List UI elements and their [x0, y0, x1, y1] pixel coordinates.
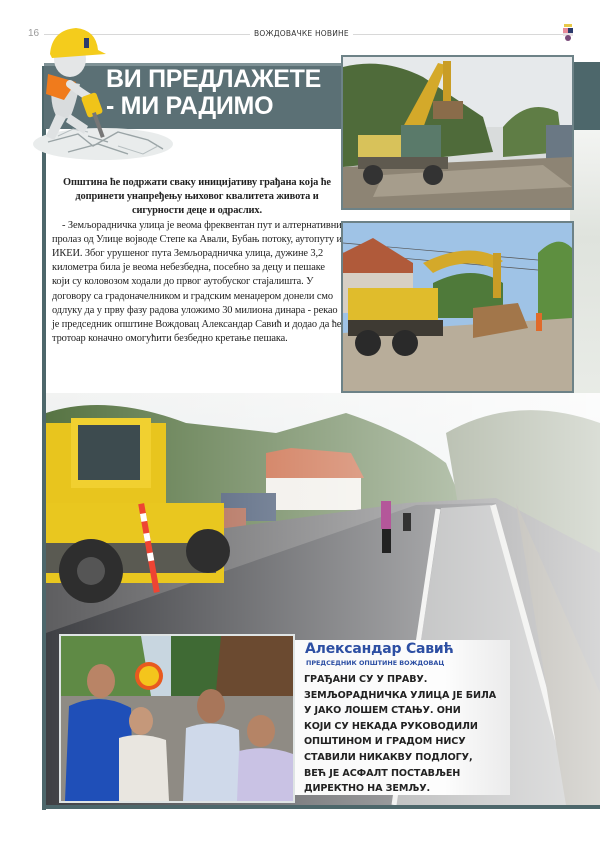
excavator-digging-photo — [341, 221, 574, 393]
quote-line: ВЕЋ ЈЕ АСФАЛТ ПОСТАВЉЕН — [304, 767, 461, 779]
construction-worker-jackhammer-icon — [18, 14, 178, 174]
article-lead: Општина ће подржати сваку иницијативу грађана која ће допринети унапређењу њиховог квалитета живота и сигурности деце и одраслих. — [63, 177, 331, 217]
quote-line: ОПШТИНОМ И ГРАДОМ НИСУ — [304, 736, 466, 748]
background-fade — [570, 130, 600, 400]
frame-right-bar — [572, 62, 600, 130]
article-body: - Земљорадничка улица је веома фреквентан пут и алтернативни пролаз од Улице војводе Степе ка Авали, Бубањ потоку, аутопуту и ИКЕИ. Због урушеног пута Земљорадничка улица, дужине 3,2 километра била је веома небезбедна, посебно за децу и пешаке који су коловозом ходали до првог аутобуског стајалишта. У договору са градоначелником и градским менаџером донели смо одлуку да у прву фазу радова уложимо 30 милиона динара - рекао је председник општине Вождовац Александар Савић и додао да ће тротоар коначно омогућити безбедно кретање пешака. — [52, 219, 342, 345]
municipality-crest-icon — [563, 24, 573, 42]
publication-title: ВОЖДОВАЧКЕ НОВИНЕ — [250, 29, 353, 38]
quote-line: ГРАЂАНИ СУ У ПРАВУ. — [304, 674, 428, 685]
title-line-2: - МИ РАДИМО — [106, 92, 274, 120]
page-number: 16 — [28, 28, 40, 39]
quote-author-name: Александар Савић — [305, 641, 454, 657]
quote-line: ДИРЕКТНО НА ЗЕМЉУ. — [304, 783, 431, 795]
article-text — [52, 176, 342, 346]
excavator-on-road-photo — [341, 55, 574, 210]
frame-bottom-border — [42, 805, 600, 809]
quote-author-role: ПРЕДСЕДНИК ОПШТИНЕ ВОЖДОВАЦ — [306, 659, 445, 667]
president-with-citizens-photo — [59, 634, 295, 803]
quote-line: ЗЕМЉОРАДНИЧКА УЛИЦА ЈЕ БИЛА — [304, 689, 497, 701]
quote-line: У ЈАКО ЛОШЕМ СТАЊУ. ОНИ — [304, 705, 461, 717]
quote-text — [304, 672, 519, 797]
quote-line: КОЈИ СУ НЕКАДА РУКОВОДИЛИ — [304, 720, 478, 732]
quote-line: СТАВИЛИ НИКАКВУ ПОДЛОГУ, — [304, 751, 473, 763]
title-line-1: ВИ ПРЕДЛАЖЕТЕ — [106, 65, 322, 93]
